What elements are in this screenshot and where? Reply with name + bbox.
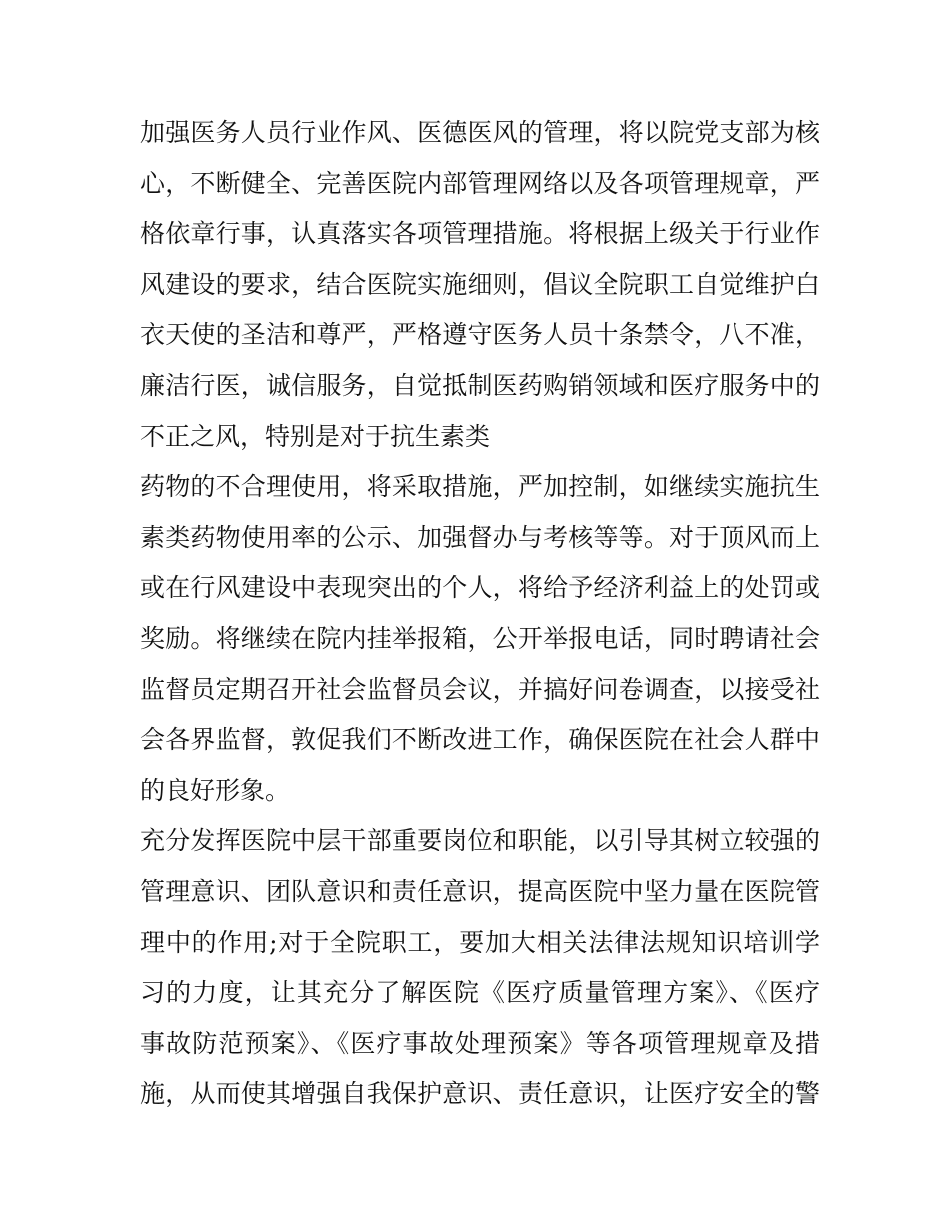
text-line-18: 习的力度，让其充分了解医院《医疗质量管理方案》、《医疗 — [140, 978, 820, 1008]
text-line-14: 的良好形象。 — [140, 775, 291, 805]
text-line-19: 事故防范预案》、《医疗事故处理预案》等各项管理规章及措 — [140, 1028, 820, 1058]
text-line-5: 衣天使的圣洁和尊严，严格遵守医务人员十条禁令，八不准， — [140, 320, 820, 350]
text-line-8: 药物的不合理使用，将采取措施，严加控制，如继续实施抗生 — [140, 472, 820, 502]
text-line-20: 施，从而使其增强自我保护意识、责任意识，让医疗安全的警 — [140, 1079, 820, 1109]
text-line-3: 格依章行事，认真落实各项管理措施。将根据上级关于行业作 — [140, 219, 820, 249]
text-line-13: 会各界监督，敦促我们不断改进工作，确保医院在社会人群中 — [140, 725, 820, 755]
text-line-2: 心，不断健全、完善医院内部管理网络以及各项管理规章，严 — [140, 168, 820, 198]
text-line-15: 充分发挥医院中层干部重要岗位和职能，以引导其树立较强的 — [140, 826, 820, 856]
text-line-10: 或在行风建设中表现突出的个人，将给予经济利益上的处罚或 — [140, 573, 820, 603]
document-body — [140, 108, 820, 1120]
text-line-16: 管理意识、团队意识和责任意识，提高医院中坚力量在医院管 — [140, 876, 820, 906]
text-line-11: 奖励。将继续在院内挂举报箱，公开举报电话，同时聘请社会 — [140, 623, 820, 653]
text-line-12: 监督员定期召开社会监督员会议，并搞好问卷调查，以接受社 — [140, 674, 820, 704]
text-line-6: 廉洁行医，诚信服务，自觉抵制医药购销领域和医疗服务中的 — [140, 370, 820, 400]
text-line-17: 理中的作用;对于全院职工，要加大相关法律法规知识培训学 — [140, 927, 820, 957]
text-line-1: 加强医务人员行业作风、医德医风的管理，将以院党支部为核 — [140, 118, 820, 147]
text-line-9: 素类药物使用率的公示、加强督办与考核等等。对于顶风而上 — [140, 522, 820, 552]
text-line-4: 风建设的要求，结合医院实施细则，倡议全院职工自觉维护白 — [140, 269, 820, 299]
text-line-7: 不正之风，特别是对于抗生素类 — [140, 421, 491, 451]
